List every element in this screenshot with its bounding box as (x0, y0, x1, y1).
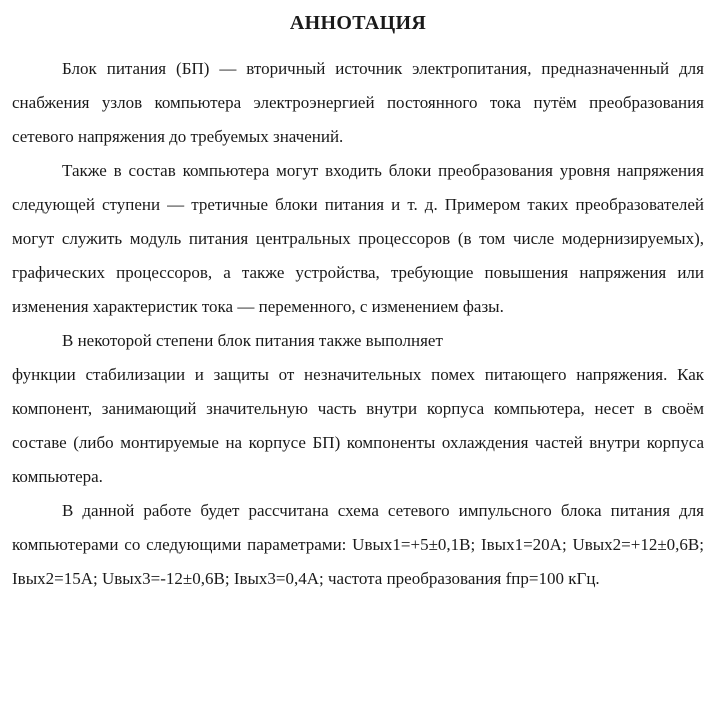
paragraph-3 (12, 324, 704, 494)
paragraph-3-line-1: В некоторой степени блок питания также выполняет (62, 331, 443, 350)
paragraph-1: Блок питания (БП) — вторичный источник электропитания, предназначенный для снабжения узлов компьютера электроэнергией постоянного тока путём преобразования сетевого напряжения до требуемых значений. (12, 59, 704, 146)
paragraph-2: Также в состав компьютера могут входить блоки преобразования уровня напряжения следующей ступени — третичные блоки питания и т. д. Примером таких преобразователей могут служить модуль питания центральных процессоров (в том числе модернизируемых), графических процессоров, а также устройства, требующие повышения напряжения или изменения характеристик тока — переменного, с изменением фазы. (12, 161, 704, 316)
paragraph-3-rest: функции стабилизации и защиты от незначительных помех питающего напряжения. Как компонент, занимающий значительную часть внутри корпуса компьютера, несет в своём составе (либо монтируемые на корпусе БП) компоненты охлаждения частей внутри корпуса компьютера. (12, 365, 704, 486)
paragraph-4: В данной работе будет рассчитана схема сетевого импульсного блока питания для компьютерами со следующими параметрами: Uвых1=+5±0,1В; Iвых1=20А; Uвых2=+12±0,6В; Iвых2=15А; Uвых3=-12±0,6В; Iвых3=0,4А; частота преобразования fпр=100 кГц. (12, 501, 704, 588)
document-title: АННОТАЦИЯ (289, 12, 427, 34)
